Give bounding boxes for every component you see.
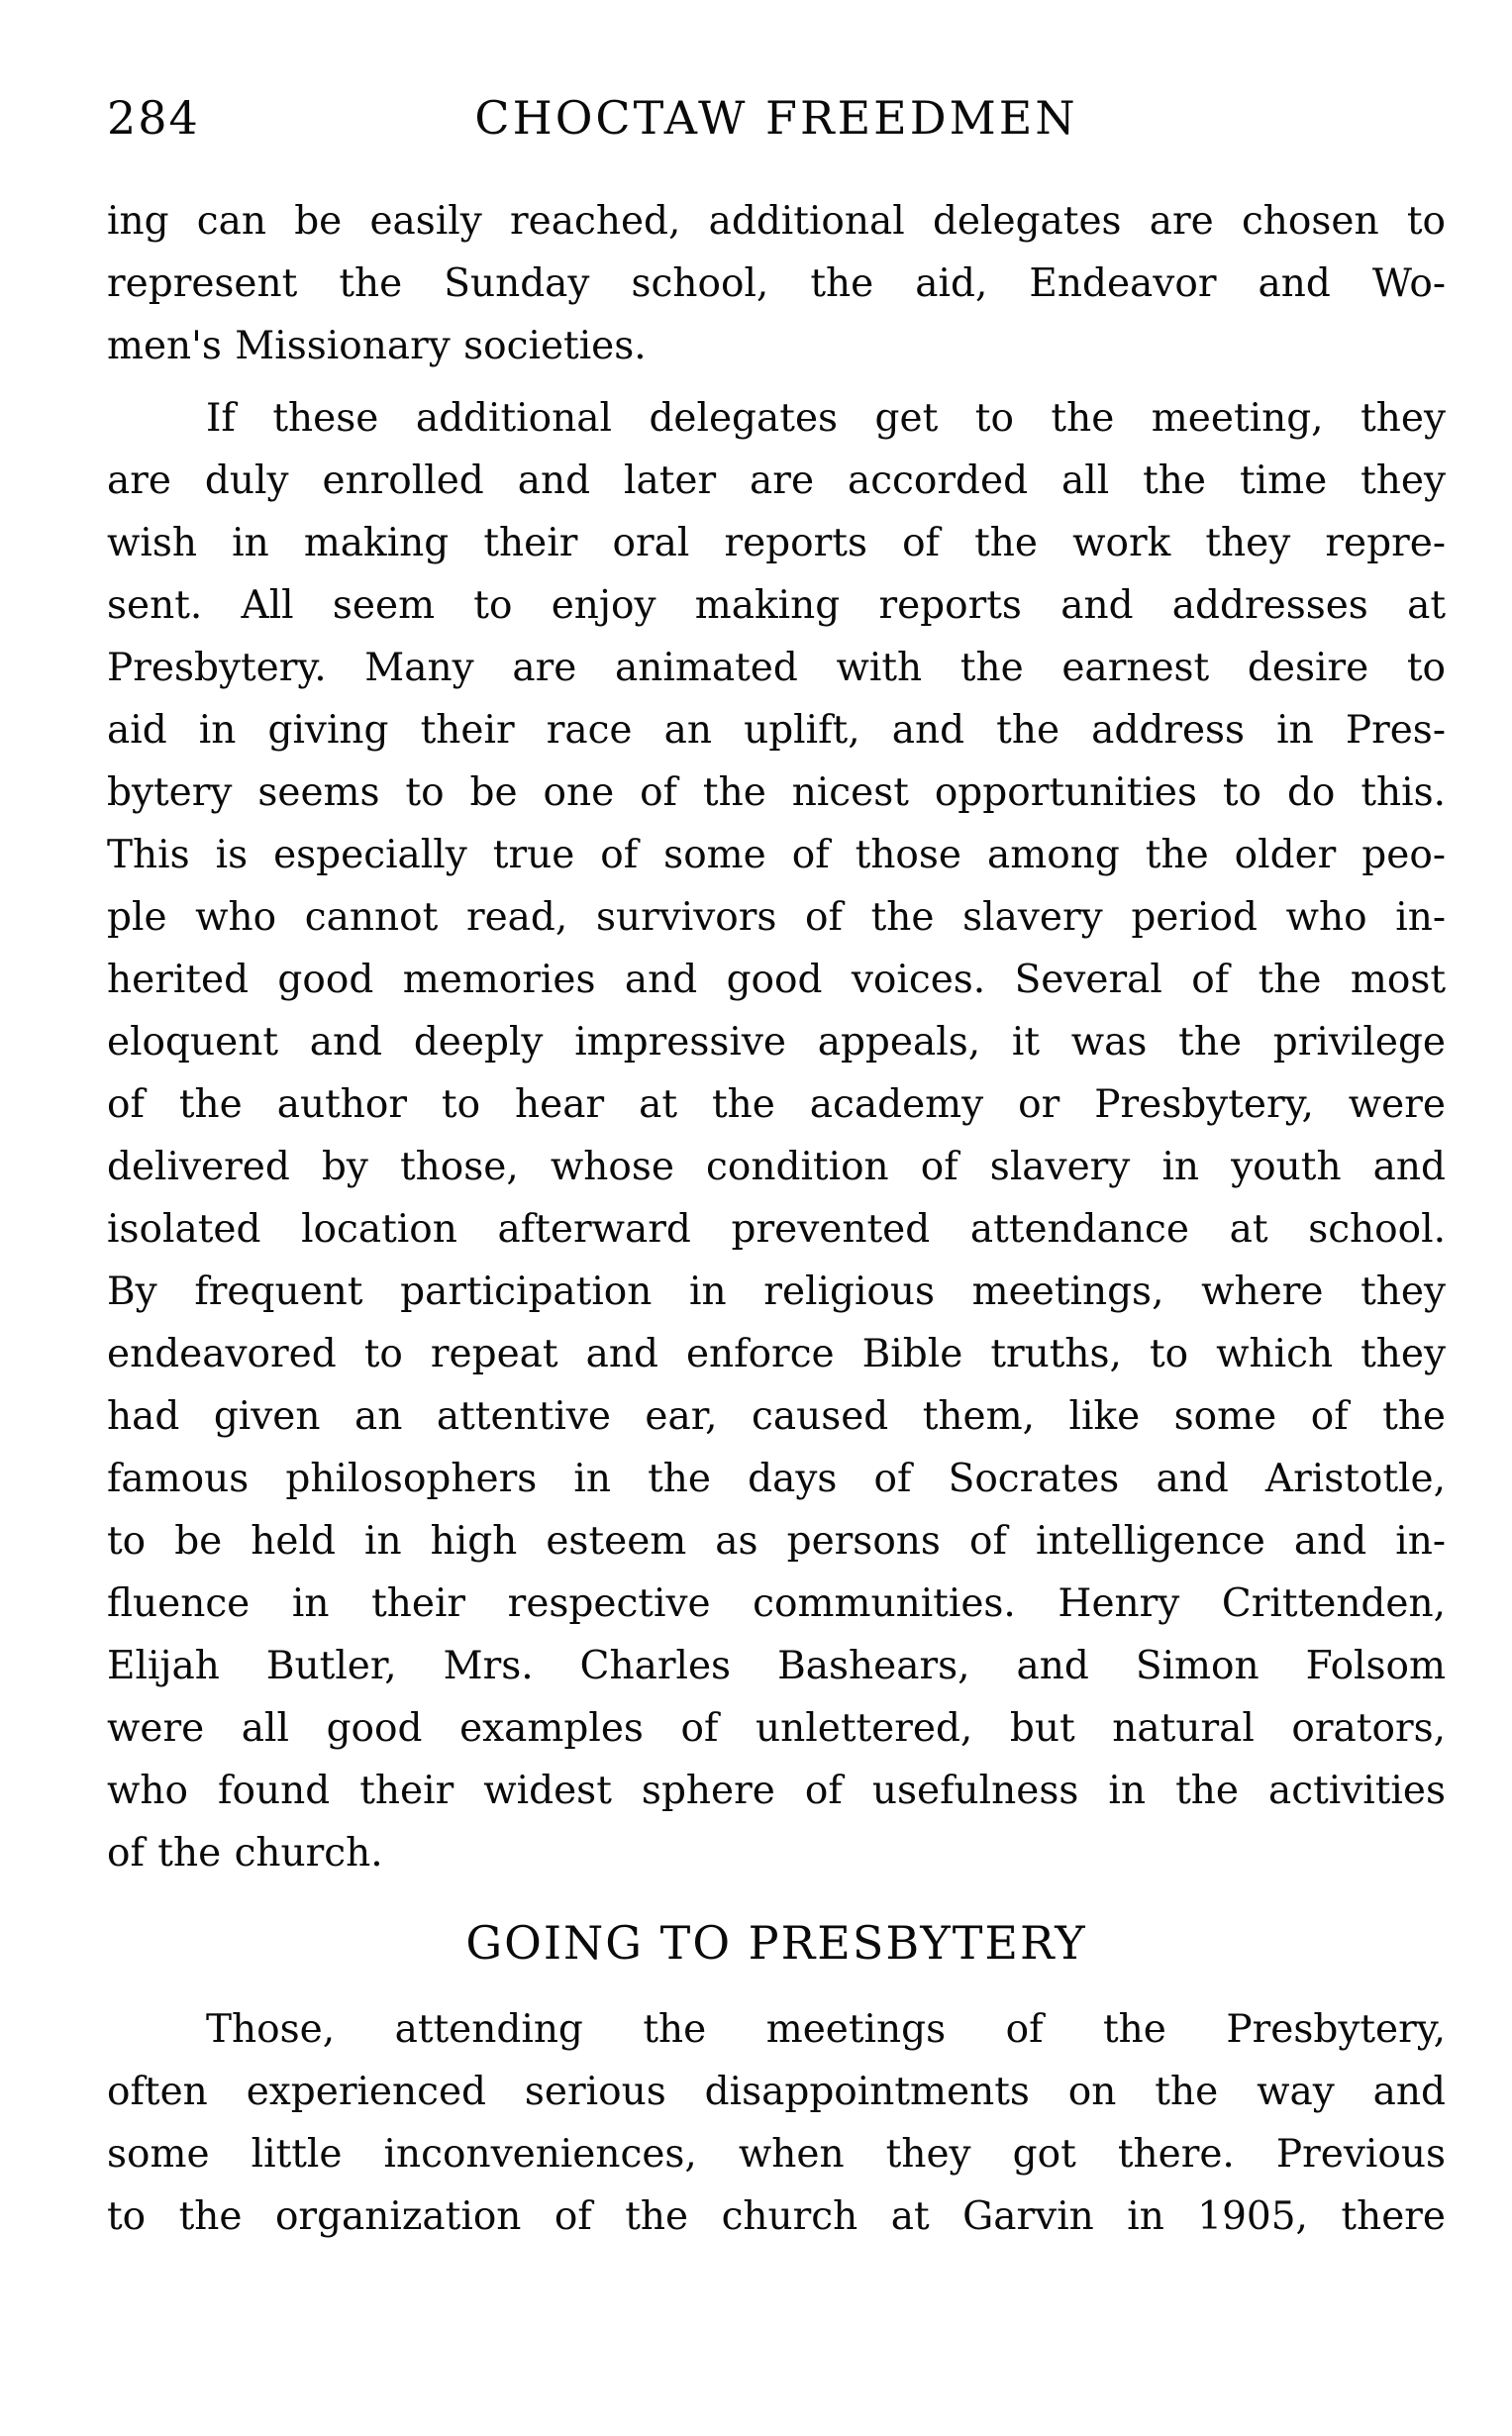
text-line: fluence in their respective communities. Henry Crittenden, [107, 1581, 1446, 1626]
section-heading: GOING TO PRESBYTERY [465, 1916, 1087, 1970]
page-header [107, 91, 1446, 145]
text-line: ple who cannot read, survivors of the slavery period who in- [107, 895, 1446, 940]
text-line: isolated location afterward prevented attendance at school. [107, 1207, 1446, 1252]
text-line: By frequent participation in religious meetings, where they [107, 1269, 1446, 1314]
text-line: who found their widest sphere of usefulness in the activities [107, 1769, 1446, 1813]
text-line: bytery seems to be one of the nicest opportunities to do this. [107, 770, 1446, 815]
text-line: delivered by those, whose condition of slavery in youth and [107, 1145, 1446, 1189]
paragraph-3 [107, 1998, 1446, 2248]
text-line: of the author to hear at the academy or Presbytery, were [107, 1082, 1446, 1127]
text-line: of the church. [107, 1831, 383, 1876]
text-line: sent. All seem to enjoy making reports and addresses at [107, 583, 1446, 628]
text-line: aid in giving their race an uplift, and the address in Pres- [107, 708, 1446, 753]
paragraph-1 [107, 190, 1446, 377]
running-title: CHOCTAW FREEDMEN [474, 91, 1078, 145]
page-number: 284 [107, 91, 200, 145]
text-line: This is especially true of some of those among the older peo- [107, 833, 1446, 877]
text-line: Presbytery. Many are animated with the earnest desire to [107, 646, 1446, 690]
paragraph-2 [107, 387, 1446, 1884]
text-line: to be held in high esteem as persons of intelligence and in- [107, 1519, 1446, 1564]
text-line: Those, attending the meetings of the Presbytery, [206, 2007, 1446, 2052]
text-line: to the organization of the church at Garvin in 1905, there [107, 2194, 1446, 2239]
text-line: are duly enrolled and later are accorded all the time they [107, 458, 1446, 503]
text-line: some little inconveniences, when they got there. Previous [107, 2132, 1446, 2177]
text-line: wish in making their oral reports of the work they repre- [107, 521, 1446, 565]
text-line: endeavored to repeat and enforce Bible truths, to which they [107, 1332, 1446, 1376]
text-line: ing can be easily reached, additional delegates are chosen to [107, 199, 1446, 244]
text-line: If these additional delegates get to the meeting, they [206, 396, 1446, 441]
text-line: herited good memories and good voices. Several of the most [107, 958, 1446, 1002]
text-line: represent the Sunday school, the aid, Endeavor and Wo- [107, 261, 1446, 306]
text-line: often experienced serious disappointments on the way and [107, 2070, 1446, 2114]
text-line: eloquent and deeply impressive appeals, it was the privilege [107, 1020, 1446, 1065]
text-line: were all good examples of unlettered, but natural orators, [107, 1706, 1446, 1751]
page-body [107, 190, 1446, 2248]
text-line: men's Missionary societies. [107, 324, 647, 368]
text-line: famous philosophers in the days of Socrates and Aristotle, [107, 1457, 1446, 1501]
text-line: had given an attentive ear, caused them, like some of the [107, 1394, 1446, 1439]
text-line: Elijah Butler, Mrs. Charles Bashears, and Simon Folsom [107, 1644, 1446, 1688]
